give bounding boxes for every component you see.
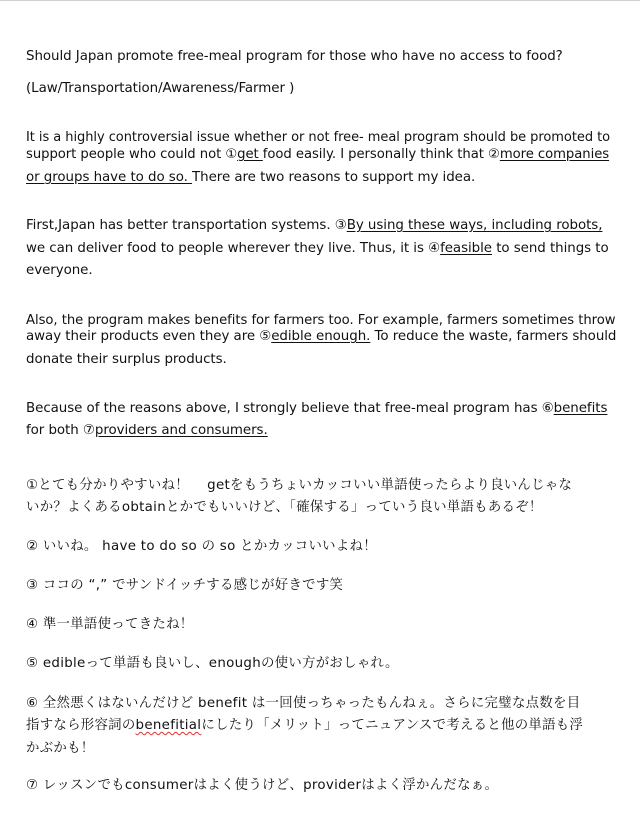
comment-6-line-2: 指すなら形容詞のbenefitialにしたり「メリット」ってニュアンスで考えると他の単語も浮 [26, 718, 584, 733]
comment-7: ⑦ レッスンでもconsumerはよく使うけど、providerはよく浮かんだなぁ。 [26, 778, 499, 793]
comment-6-line-3: かぶかも！ [26, 741, 95, 756]
intro-line-2: support people who could not ①get food easily. I personally think that ②more companies [26, 147, 610, 162]
comment-4: ④ 準一単語使ってきたね！ [26, 617, 194, 632]
essay-title: Should Japan promote free-meal program for those who have no access to food? [26, 49, 563, 64]
underline-groups: or groups have to do so. [26, 170, 193, 185]
spellcheck-benefitial: benefitial [135, 718, 202, 733]
also-line-1: Also, the program makes benefits for farmers too. For example, farmers sometimes throw [26, 313, 616, 328]
comment-5: ⑤ edibleって単語も良いし、enoughの使い方がおしゃれ。 [26, 656, 399, 671]
intro-line-3: or groups have to do so. There are two reasons to support my idea. [26, 170, 476, 185]
conclusion-line-1: Because of the reasons above, I strongly believe that free-meal program has ⑥benefits [26, 401, 608, 416]
comment-6-line-1: ⑥ 全然悪くはないんだけど benefit は一回使っちゃったもんねぇ。さらに完璧な点数を目 [26, 696, 581, 711]
first-line-1: First,Japan has better transportation systems. ③By using these ways, including robots, [26, 218, 603, 233]
essay-keywords: (Law/Transportation/Awareness/Farmer ) [26, 81, 295, 96]
first-line-2: we can deliver food to people wherever they live. Thus, it is ④feasible to send things to [26, 241, 609, 256]
comment-1-line-1: ①とても分かりやすいね！ getをもうちょいカッコいい単語使ったらより良いんじゃな [26, 478, 573, 493]
top-border [0, 0, 640, 1]
comment-2: ② いいね。 have to do so の so とかカッコいいよね！ [26, 539, 377, 554]
underline-get: get [237, 147, 263, 162]
comment-3: ③ ココの “,” でサンドイッチする感じが好きです笑 [26, 578, 344, 593]
conclusion-line-2: for both ⑦providers and consumers. [26, 423, 268, 438]
also-line-3: donate their surplus products. [26, 352, 227, 367]
underline-benefits: benefits [553, 401, 608, 416]
also-line-2: away their products even they are ⑤edible enough. To reduce the waste, farmers should [26, 329, 617, 344]
first-line-3: everyone. [26, 263, 93, 278]
intro-line-1: It is a highly controversial issue whether or not free- meal program should be promoted to [26, 130, 611, 145]
underline-edible: edible enough. [271, 329, 371, 344]
underline-more-companies: more companies [499, 147, 610, 162]
underline-providers: providers and consumers. [94, 423, 268, 438]
underline-by-using: By using these ways, including robots, [346, 218, 603, 233]
underline-feasible: feasible [440, 241, 492, 256]
comment-1-line-2: いか？よくあるobtainとかでもいいけど、「確保する」っていう良い単語もあるぞ！ [26, 500, 543, 515]
